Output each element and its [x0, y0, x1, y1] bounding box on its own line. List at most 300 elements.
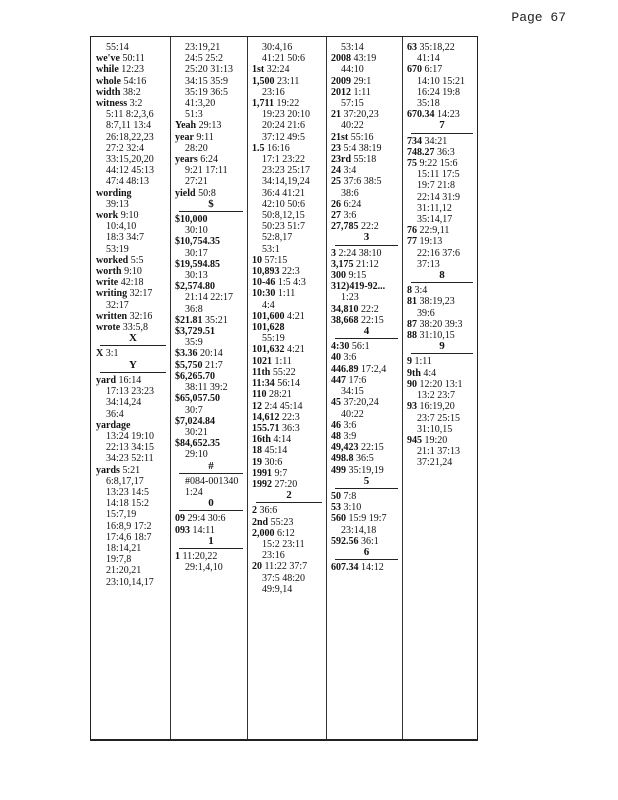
- page-line-refs: 23:10,14,17: [106, 576, 154, 588]
- index-entry: [96, 154, 170, 165]
- page-line-refs: 41:14: [417, 53, 440, 65]
- index-word: 1: [175, 550, 180, 562]
- page-line-refs: 35:19,19: [348, 464, 384, 476]
- page-line-refs: 36:3: [437, 146, 455, 158]
- index-entry: [331, 502, 402, 513]
- page-line-refs: 55:22: [272, 366, 296, 378]
- index-entry: [175, 382, 247, 393]
- index-entry: [252, 266, 326, 277]
- index-word: $5,750: [175, 359, 203, 371]
- index-word: $84,652.35: [175, 438, 220, 450]
- section-header: Y: [129, 358, 137, 371]
- index-word: 10-46: [252, 277, 276, 289]
- index-entry: [407, 248, 477, 259]
- index-entry: [252, 468, 326, 479]
- index-entry: [175, 214, 247, 225]
- index-word: 607.34: [331, 562, 359, 574]
- page-line-refs: 6:24: [343, 198, 362, 210]
- index-word: Yeah: [175, 120, 197, 132]
- index-word: 26: [331, 198, 341, 210]
- index-entry: [331, 76, 402, 87]
- index-entry: [96, 87, 170, 98]
- index-word: 1021: [252, 355, 272, 367]
- index-word: 1992: [252, 478, 272, 490]
- index-entry: [252, 445, 326, 456]
- index-entry: [175, 393, 247, 404]
- page-line-refs: 36:1: [361, 535, 379, 547]
- page-line-refs: 14:10 15:21: [417, 75, 466, 87]
- section-rule: [179, 211, 243, 212]
- index-entry: [96, 397, 170, 408]
- page-line-refs: 37:20,24: [343, 397, 379, 409]
- page-line-refs: 3:6: [343, 210, 357, 222]
- page-line-refs: 55:18: [353, 154, 377, 166]
- index-word: 11:34: [252, 378, 275, 390]
- page-line-refs: 1:11: [274, 355, 292, 367]
- page-line-refs: 4:4: [423, 367, 437, 379]
- index-entry: [331, 248, 402, 259]
- page-line-refs: 15:9 19:7: [348, 513, 387, 525]
- index-entry: [175, 259, 247, 270]
- index-entry: [175, 248, 247, 259]
- page-line-refs: 9:10: [124, 266, 142, 278]
- index-entry: [96, 132, 170, 143]
- index-entry: [175, 132, 247, 143]
- index-entry: [175, 165, 247, 176]
- index-entry: [331, 188, 402, 199]
- page-line-refs: 36:5: [356, 453, 374, 465]
- index-word: 12: [252, 400, 262, 412]
- section-header: 4: [363, 325, 370, 338]
- index-entry: [175, 292, 247, 303]
- index-word: 748.27: [407, 146, 435, 158]
- index-entry: [407, 214, 477, 225]
- page-line-refs: 3:4: [343, 165, 357, 177]
- index-word: 88: [407, 330, 417, 342]
- index-entry: [252, 98, 326, 109]
- page-line-refs: 21:14 22:17: [185, 292, 234, 304]
- index-entry: [175, 405, 247, 416]
- page-line-refs: 36:3: [282, 422, 300, 434]
- index-entry: [331, 341, 402, 352]
- index-word: 670: [407, 64, 422, 76]
- page-line-refs: 14:11: [192, 524, 215, 536]
- page-line-refs: 36:8: [185, 303, 203, 315]
- section-header: 8: [439, 269, 445, 282]
- index-entry: [407, 236, 477, 247]
- index-entry: [252, 550, 326, 561]
- page-line-refs: 9:10: [120, 210, 139, 222]
- index-entry: [96, 199, 170, 210]
- index-word: 46: [331, 419, 341, 431]
- index-entry: [96, 476, 170, 487]
- index-entry: [252, 561, 326, 572]
- index-word: yards: [96, 464, 120, 476]
- index-entry: [175, 236, 247, 247]
- page-line-refs: 12:20 13:1: [419, 378, 463, 390]
- index-entry: [331, 375, 402, 386]
- index-entry: [175, 348, 247, 359]
- page-line-refs: 30:17: [185, 247, 208, 259]
- page-line-refs: 22:2: [361, 303, 379, 315]
- index-entry: [331, 143, 402, 154]
- index-word: while: [96, 64, 119, 76]
- index-word: writing: [96, 288, 128, 300]
- index-entry: [252, 378, 326, 389]
- index-entry: [252, 199, 326, 210]
- index-entry: [407, 136, 477, 147]
- page-line-refs: 16:8,9 17:2: [106, 520, 152, 532]
- index-word: 734: [407, 135, 422, 147]
- index-word: 40: [331, 352, 341, 364]
- index-word: 1,500: [252, 75, 275, 87]
- page-line-refs: 3:2: [129, 98, 143, 110]
- index-entry: [252, 333, 326, 344]
- page-line-refs: 50:23 51:7: [262, 221, 306, 233]
- page-line-refs: 55:19: [262, 333, 285, 345]
- index-word: 2012: [331, 86, 351, 98]
- index-entry: [252, 76, 326, 87]
- index-entry: [96, 255, 170, 266]
- index-word: 23: [331, 142, 341, 154]
- index-word: yield: [175, 187, 196, 199]
- page-line-refs: 1:5 4:3: [277, 277, 306, 289]
- section-header: 1: [208, 534, 214, 547]
- index-word: worth: [96, 266, 122, 278]
- index-entry: [407, 98, 477, 109]
- index-entry: [252, 87, 326, 98]
- page-line-refs: 27:20: [274, 478, 298, 490]
- page-line-refs: 6:17: [424, 64, 443, 76]
- index-word: 446.89: [331, 363, 359, 375]
- page-line-refs: 16:14: [118, 374, 142, 386]
- index-entry: [407, 413, 477, 424]
- page-line-refs: 3:9: [343, 430, 357, 442]
- index-word: $7,024.84: [175, 415, 215, 427]
- page-line-refs: 17:4,6 18:7: [106, 531, 152, 543]
- page-line-refs: 35:21: [205, 314, 228, 326]
- index-entry: [252, 539, 326, 550]
- index-entry: [96, 420, 170, 431]
- page-line-refs: 53:1: [262, 243, 280, 255]
- index-word: 670.34: [407, 109, 435, 121]
- page-line-refs: 41:21 50:6: [262, 53, 306, 65]
- page-line-refs: 43:19: [353, 53, 377, 65]
- index-word: $2,574.80: [175, 281, 215, 293]
- index-entry: [252, 434, 326, 445]
- page-line-refs: 38:11 39:2: [185, 382, 228, 394]
- index-entry: [407, 76, 477, 87]
- page-line-refs: 19:23 20:10: [262, 109, 311, 121]
- index-entry: [407, 169, 477, 180]
- index-column-5: [402, 37, 477, 739]
- index-word: 45: [331, 397, 341, 409]
- page-line-refs: 21:7: [205, 359, 223, 371]
- index-column-4: [326, 37, 402, 739]
- index-word: 312)419-92...: [331, 281, 386, 293]
- index-entry: [96, 232, 170, 243]
- page-line-refs: 21:1 37:13: [417, 446, 461, 458]
- index-entry: [175, 281, 247, 292]
- index-word: $10,754.35: [175, 236, 220, 248]
- index-word: 81: [407, 296, 417, 308]
- page-line-refs: 15:7,19: [106, 509, 137, 521]
- index-word: 8: [407, 285, 412, 297]
- index-word: 9: [407, 356, 412, 368]
- section-rule: [256, 502, 322, 503]
- index-word: 2,000: [252, 527, 275, 539]
- index-word: 48: [331, 430, 341, 442]
- page-line-refs: 37:6 38:5: [343, 176, 382, 188]
- index-entry: [331, 386, 402, 397]
- page-line-refs: 16:24 19:8: [417, 86, 461, 98]
- index-word: year: [175, 131, 194, 143]
- index-entry: [175, 53, 247, 64]
- page-line-refs: 21:12: [356, 258, 379, 270]
- index-entry: [331, 87, 402, 98]
- index-entry: [252, 573, 326, 584]
- page-line-refs: 44:10: [341, 64, 364, 76]
- index-entry: [252, 311, 326, 322]
- page-line-refs: 32:17: [129, 288, 153, 300]
- index-entry: [96, 348, 170, 359]
- page-line-refs: 19:22: [276, 98, 300, 110]
- section-rule: [335, 559, 398, 560]
- page-line-refs: 42:10 50:6: [262, 198, 306, 210]
- page-line-refs: 35:14,17: [417, 214, 453, 226]
- index-entry: [96, 210, 170, 221]
- page-line-refs: 55:23: [270, 516, 294, 528]
- index-entry: [96, 375, 170, 386]
- index-entry: [175, 98, 247, 109]
- index-entry: [96, 543, 170, 554]
- index-word: 21: [331, 109, 341, 121]
- page-line-refs: 9:21 17:11: [185, 165, 228, 177]
- page-line-refs: 23:23 25:17: [262, 165, 311, 177]
- index-entry: [96, 42, 170, 53]
- page-line-refs: 34:23 52:11: [106, 453, 154, 465]
- index-entry: [252, 143, 326, 154]
- section-header: 0: [208, 497, 214, 510]
- section-header: 7: [439, 119, 445, 132]
- page-line-refs: 38:6: [341, 187, 359, 199]
- page-line-refs: 34:14,24: [106, 397, 142, 409]
- index-entry: [331, 42, 402, 53]
- index-word: 101,600: [252, 310, 285, 322]
- index-entry: [96, 442, 170, 453]
- index-entry: [96, 221, 170, 232]
- index-entry: [175, 225, 247, 236]
- index-entry: [331, 491, 402, 502]
- page-line-refs: 35:19 36:5: [185, 86, 229, 98]
- index-entry: [96, 76, 170, 87]
- index-entry: [96, 109, 170, 120]
- index-entry: [407, 424, 477, 435]
- index-entry: [407, 285, 477, 296]
- index-entry: [96, 288, 170, 299]
- page-line-refs: 27:2 32:4: [106, 142, 145, 154]
- index-entry: [407, 379, 477, 390]
- index-entry: [407, 457, 477, 468]
- index-entry: [175, 371, 247, 382]
- index-entry: [175, 427, 247, 438]
- page-line-refs: 22:15: [361, 314, 384, 326]
- index-entry: [407, 296, 477, 307]
- index-word: $3.36: [175, 348, 198, 360]
- page-line-refs: 5:11 8:2,3,6: [106, 109, 154, 121]
- page-line-refs: 4:21: [287, 310, 305, 322]
- index-entry: [331, 120, 402, 131]
- section-rule: [100, 372, 166, 373]
- index-word: years: [175, 154, 198, 166]
- index-entry: [331, 64, 402, 75]
- index-word: 18: [252, 445, 262, 457]
- page-line-refs: 22:14 31:9: [417, 191, 461, 203]
- index-entry: [175, 449, 247, 460]
- section-header: $: [208, 197, 214, 210]
- page-line-refs: 22:9,11: [419, 225, 450, 237]
- index-entry: [96, 277, 170, 288]
- page-line-refs: 38:19,23: [419, 296, 455, 308]
- section-rule: [335, 245, 398, 246]
- index-word: 76: [407, 225, 417, 237]
- index-entry: [175, 304, 247, 315]
- index-word: witness: [96, 98, 128, 110]
- page-line-refs: 32:16: [129, 310, 153, 322]
- index-entry: [252, 517, 326, 528]
- page-line-refs: 14:18 15:2: [106, 498, 150, 510]
- index-word: 101,632: [252, 344, 285, 356]
- page-line-refs: 23:16: [262, 86, 285, 98]
- page-line-refs: 23:19,21: [185, 42, 221, 53]
- index-entry: [331, 132, 402, 143]
- page-line-refs: 34:21: [424, 135, 448, 147]
- page-line-refs: 2:24 38:10: [338, 247, 382, 259]
- page-line-refs: 15:2 23:11: [262, 538, 305, 550]
- index-entry: [407, 308, 477, 319]
- index-entry: [407, 368, 477, 379]
- page-line-refs: 41:3,20: [185, 98, 216, 110]
- index-entry: [331, 442, 402, 453]
- index-entry: [252, 322, 326, 333]
- section-rule: [411, 353, 473, 354]
- index-entry: [175, 562, 247, 573]
- index-entry: [252, 356, 326, 367]
- index-entry: [175, 360, 247, 371]
- index-entry: [407, 158, 477, 169]
- section-rule: [179, 548, 243, 549]
- index-word: 592.56: [331, 535, 359, 547]
- page-line-refs: 24:5 25:2: [185, 53, 224, 65]
- index-word: 20: [252, 561, 262, 573]
- index-entry: [96, 176, 170, 187]
- index-word: 75: [407, 158, 417, 170]
- section-header: 3: [363, 231, 370, 244]
- page-line-refs: 13:2 23:7: [417, 390, 456, 402]
- index-entry: [331, 165, 402, 176]
- index-word: wording: [96, 187, 132, 199]
- page-line-refs: 51:3: [185, 109, 203, 121]
- page-line-refs: 9:7: [274, 467, 288, 479]
- index-entry: [252, 165, 326, 176]
- page-line-refs: 7:8: [343, 490, 357, 502]
- index-word: 27,785: [331, 221, 359, 233]
- index-word: 16th: [252, 434, 271, 446]
- page-line-refs: 26:18,22,23: [106, 131, 154, 143]
- index-word: 9th: [407, 367, 421, 379]
- index-entry: [252, 132, 326, 143]
- index-word: 25: [331, 176, 341, 188]
- page-line-refs: 17:13 23:23: [106, 386, 155, 398]
- index-entry: [252, 244, 326, 255]
- page-line-refs: 50:8,12,15: [262, 210, 305, 222]
- page-line-refs: 35:18,22: [419, 42, 455, 53]
- index-entry: [331, 420, 402, 431]
- index-entry: [96, 532, 170, 543]
- index-word: 21st: [331, 131, 349, 143]
- page-line-refs: 9:22 15:6: [419, 158, 458, 170]
- index-entry: [175, 326, 247, 337]
- page-line-refs: 33:5,8: [122, 322, 149, 334]
- index-word: 1st: [252, 64, 265, 76]
- index-word: wrote: [96, 322, 121, 334]
- index-entry: [331, 431, 402, 442]
- page-line-refs: 31:11,12: [417, 202, 452, 214]
- section-header: 9: [439, 340, 445, 353]
- index-word: 10: [252, 254, 262, 266]
- page-line-refs: 37:5 48:20: [262, 572, 306, 584]
- index-entry: [407, 225, 477, 236]
- index-word: written: [96, 310, 128, 322]
- page-line-refs: 29:4 30:6: [187, 513, 226, 525]
- page-line-refs: 8:7,11 13:4: [106, 120, 152, 132]
- index-word: yardage: [96, 419, 131, 431]
- page-line-refs: 22:3: [282, 266, 300, 278]
- page-line-refs: 16:16: [267, 142, 290, 154]
- index-entry: [407, 390, 477, 401]
- index-word: worked: [96, 254, 129, 266]
- page-line-refs: 38:2: [122, 86, 141, 98]
- page-line-refs: 4:21: [287, 344, 305, 356]
- page-line-refs: 32:24: [266, 64, 290, 76]
- page-line-refs: 35:9: [185, 337, 203, 349]
- page-line-refs: 29:10: [185, 449, 208, 461]
- index-word: 155.71: [252, 422, 280, 434]
- column-divider: [170, 37, 171, 739]
- page-line-refs: 33:15,20,20: [106, 154, 154, 166]
- page-line-refs: 17:1 23:22: [262, 154, 306, 166]
- index-entry: [252, 188, 326, 199]
- index-entry: [96, 554, 170, 565]
- index-word: 2008: [331, 53, 351, 65]
- index-column-2: [170, 37, 247, 739]
- column-divider: [247, 37, 248, 739]
- index-entry: [96, 565, 170, 576]
- index-entry: [331, 176, 402, 187]
- index-word: we've: [96, 53, 120, 65]
- index-entry: [252, 221, 326, 232]
- index-word: 300: [331, 270, 346, 282]
- index-entry: [252, 457, 326, 468]
- page-line-refs: 44:12 45:13: [106, 165, 155, 177]
- index-entry: [252, 277, 326, 288]
- page-line-refs: 34:15: [341, 386, 364, 398]
- page-line-refs: 13:24 19:10: [106, 430, 155, 442]
- index-column-1: [91, 37, 170, 739]
- index-word: 110: [252, 389, 267, 401]
- page-line-refs: 3:6: [343, 352, 357, 364]
- page-line-refs: 23:14,18: [341, 524, 377, 536]
